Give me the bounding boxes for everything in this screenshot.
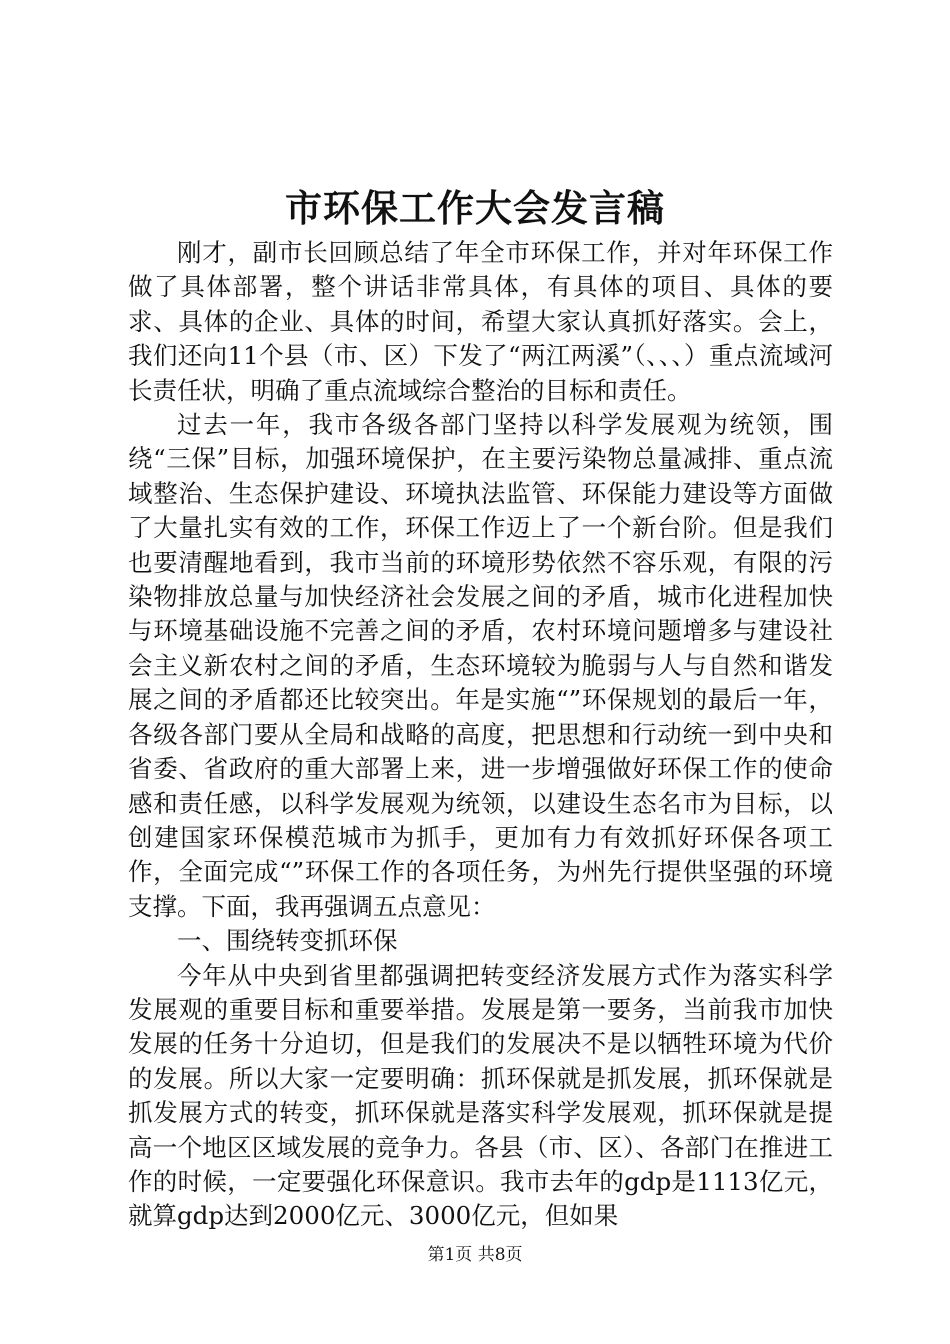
document-title: 市环保工作大会发言稿 [285, 186, 665, 230]
paragraph-1: 刚才，副市长回顾总结了年全市环保工作，并对年环保工作做了具体部署，整个讲话非常具体，有具体的项目、具体的要求、具体的企业、具体的时间，希望大家认真抓好落实。会上，我们还向11个县（市、区）下发了“两江两溪”（、、、）重点流域河长责任状，明确了重点流域综合整治的目标和责任。 [128, 238, 833, 405]
page-number-footer: 第1页 共8页 [427, 1245, 523, 1265]
document-body [128, 236, 833, 1234]
paragraph-2: 过去一年，我市各级各部门坚持以科学发展观为统领，围绕“三保”目标，加强环境保护，在主要污染物总量减排、重点流域整治、生态保护建设、环境执法监管、环保能力建设等方面做了大量扎实有效的工作，环保工作迈上了一个新台阶。但是我们也要清醒地看到，我市当前的环境形势依然不容乐观，有限的污染物排放总量与加快经济社会发展之间的矛盾，城市化进程加快与环境基础设施不完善之间的矛盾，农村环境问题增多与建设社会主义新农村之间的矛盾，生态环境较为脆弱与人与自然和谐发展之间的矛盾都还比较突出。年是实施“”环保规划的最后一年，各级各部门要从全局和战略的高度，把思想和行动统一到中央和省委、省政府的重大部署上来，进一步增强做好环保工作的使命感和责任感，以科学发展观为统领，以建设生态名市为目标，以创建国家环保模范城市为抓手，更加有力有效抓好环保各项工作，全面完成“”环保工作的各项任务，为州先行提供坚强的环境支撑。下面，我再强调五点意见： [128, 410, 833, 921]
section-heading-1: 一、围绕转变抓环保 [177, 926, 398, 956]
paragraph-3: 今年从中央到省里都强调把转变经济发展方式作为落实科学发展观的重要目标和重要举措。发展是第一要务，当前我市加快发展的任务十分迫切，但是我们的发展决不是以牺牲环境为代价的发展。所以大家一定要明确：抓环保就是抓发展，抓环保就是抓发展方式的转变，抓环保就是落实科学发展观，抓环保就是提高一个地区区域发展的竞争力。各县（市、区）、各部门在推进工作的时候，一定要强化环保意识。我市去年的gdp是1113亿元，就算gdp达到2000亿元、3000亿元，但如果 [128, 960, 833, 1231]
